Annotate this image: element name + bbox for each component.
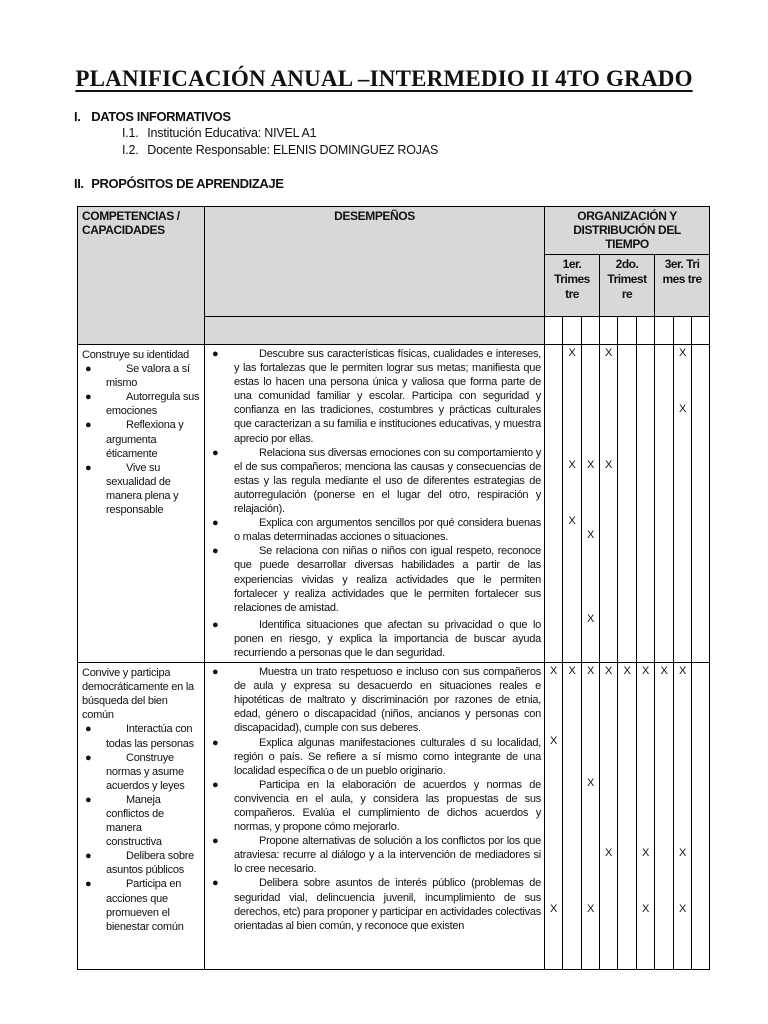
capacidad-item bbox=[82, 461, 200, 517]
bullet-icon: ● bbox=[85, 793, 92, 806]
section-heading-datos bbox=[74, 109, 231, 124]
capacidad-item bbox=[82, 362, 200, 390]
desempeno-text: Muestra un trato respetuoso e incluso con sus compañeros de aula y expresa su desacuerdo en situaciones reales e hipotéticas de maltrato y discriminación por razones de etnia, edad, género o discapacidad (niños, ancianos y personas con discapacidad), cumple con sus deberes. bbox=[234, 666, 541, 735]
x-mark: X bbox=[549, 665, 558, 678]
x-mark: X bbox=[678, 903, 687, 916]
desempeno-item bbox=[209, 516, 541, 544]
info-item-number: I.2. bbox=[122, 143, 139, 157]
desempeno-text: Delibera sobre asuntos de interés público (problemas de seguridad vial, delincuencia juvenil, incumplimiento de sus derechos, etc) para proponer y participar en actividades colectivas orientadas al bien común, y reconoce que existen bbox=[234, 877, 541, 932]
header-trimestre-3: 3er. Tri mes tre bbox=[655, 255, 710, 317]
x-mark: X bbox=[678, 665, 687, 678]
desempeno-item bbox=[209, 778, 541, 834]
info-item-number: I.1. bbox=[122, 126, 139, 140]
x-mark: X bbox=[549, 735, 558, 748]
desempeno-text: Descubre sus características físicas, cualidades e intereses, y las fortalezas que le permiten lograr sus metas; manifiesta que estas lo hacen una persona única y valiosa que forma parte de una comunidad familiar y escolar. Participa con seguridad y confianza en las tradiciones, costumbres y prácticas culturales que caracterizan a su familia e instituciones educativas, y muestra aprecio por ellas. bbox=[234, 348, 541, 445]
desempenos-cell bbox=[205, 663, 545, 970]
capacidad-text: Vive su sexualidad de manera plena y responsable bbox=[106, 461, 179, 517]
bullet-icon: ● bbox=[85, 363, 92, 376]
competencia-cell bbox=[78, 663, 205, 970]
week-cell bbox=[618, 317, 637, 345]
info-item-institucion bbox=[122, 126, 316, 140]
header-desempenos: DESEMPEÑOS bbox=[205, 207, 545, 317]
bullet-icon: ● bbox=[212, 517, 219, 530]
week-column bbox=[582, 345, 600, 663]
week-column bbox=[655, 663, 674, 970]
section-number: I. bbox=[74, 109, 81, 124]
x-mark: X bbox=[604, 847, 613, 860]
planning-table bbox=[77, 206, 710, 970]
week-column bbox=[692, 663, 710, 970]
header-organizacion: ORGANIZACIÓN Y DISTRIBUCIÓN DEL TIEMPO bbox=[545, 207, 710, 255]
capacidad-item bbox=[82, 877, 200, 933]
section-number: II. bbox=[74, 176, 84, 191]
desempeno-text: Explica con argumentos sencillos por qué considera buenas o malas determinadas acciones o situaciones. bbox=[234, 517, 541, 544]
bullet-icon: ● bbox=[212, 835, 219, 848]
bullet-icon: ● bbox=[85, 391, 92, 404]
x-mark: X bbox=[641, 665, 650, 678]
bullet-icon: ● bbox=[212, 666, 219, 679]
bullet-icon: ● bbox=[212, 618, 219, 631]
week-cell bbox=[637, 317, 655, 345]
capacidad-text: Se valora a sí mismo bbox=[106, 363, 190, 390]
bullet-icon: ● bbox=[85, 723, 92, 736]
x-mark: X bbox=[604, 665, 613, 678]
capacidad-text: Reflexiona y argumenta éticamente bbox=[106, 419, 184, 460]
desempeno-text: Participa en la elaboración de acuerdos y normas de convivencia en el aula, y considera las propuestas de sus compañeros. Evalúa el cumplimiento de dichos acuerdos y normas, y propone cómo mejorarlo. bbox=[234, 778, 541, 834]
x-mark: X bbox=[586, 613, 595, 625]
desempeno-item bbox=[209, 736, 541, 778]
bullet-icon: ● bbox=[212, 877, 219, 890]
x-mark: X bbox=[678, 847, 687, 860]
desempeno-text: Propone alternativas de solución a los conflictos por los que atraviesa: recurre al diálogo y a la intervención de mediadores si lo cree necesario. bbox=[234, 835, 541, 876]
bullet-icon: ● bbox=[212, 545, 219, 558]
x-mark: X bbox=[604, 459, 613, 471]
x-mark: X bbox=[641, 847, 650, 860]
bullet-icon: ● bbox=[212, 778, 219, 791]
capacidad-text: Interactúa con todas las personas bbox=[106, 723, 194, 750]
bullet-icon: ● bbox=[85, 751, 92, 764]
x-mark: X bbox=[660, 665, 668, 678]
capacidad-item bbox=[82, 390, 200, 418]
week-cell bbox=[674, 317, 692, 345]
bullet-icon: ● bbox=[212, 736, 219, 749]
x-mark: X bbox=[586, 529, 595, 541]
table-row bbox=[78, 663, 710, 970]
bullet-icon: ● bbox=[212, 348, 219, 360]
week-cell bbox=[563, 317, 582, 345]
x-mark: X bbox=[549, 903, 558, 916]
x-mark: X bbox=[678, 403, 687, 415]
week-column bbox=[563, 663, 582, 970]
desempeno-item bbox=[209, 876, 541, 932]
week-column bbox=[618, 345, 637, 663]
capacidad-item bbox=[82, 793, 200, 849]
week-cell bbox=[600, 317, 618, 345]
desempeno-text: Se relaciona con niñas o niños con igual respeto, reconoce que puede desarrollar diversas habilidades a partir de las experiencias vividas y realiza actividades que le permiten fortalecer y realiza actividades que le permiten fortalecer sus relaciones de amistad. bbox=[234, 545, 541, 614]
capacidad-item bbox=[82, 418, 200, 460]
week-column bbox=[563, 345, 582, 663]
desempeno-item bbox=[209, 834, 541, 876]
capacidad-item bbox=[82, 849, 200, 877]
week-column bbox=[655, 345, 674, 663]
competencia-cell bbox=[78, 345, 205, 663]
section-heading-propositos bbox=[74, 176, 283, 191]
x-mark: X bbox=[604, 347, 613, 359]
bullet-icon: ● bbox=[85, 419, 92, 432]
bullet-icon: ● bbox=[212, 446, 219, 459]
week-column bbox=[637, 663, 655, 970]
header-trimestre-2: 2do. Trimest re bbox=[600, 255, 655, 317]
week-cell bbox=[545, 317, 563, 345]
week-column bbox=[600, 345, 618, 663]
capacidad-item bbox=[82, 751, 200, 793]
week-column bbox=[674, 345, 692, 663]
info-item-docente bbox=[122, 143, 438, 157]
capacidad-text: Delibera sobre asuntos públicos bbox=[106, 850, 195, 877]
x-mark: X bbox=[586, 459, 595, 471]
week-column bbox=[582, 663, 600, 970]
desempeno-item bbox=[209, 544, 541, 614]
bullet-icon: ● bbox=[85, 461, 92, 474]
bullet-icon: ● bbox=[85, 878, 92, 891]
header-trimestre-1: 1er. Trimes tre bbox=[545, 255, 600, 317]
desempeno-item bbox=[209, 347, 541, 446]
header-blank bbox=[205, 317, 545, 345]
x-mark: X bbox=[568, 515, 576, 527]
desempenos-cell bbox=[205, 345, 545, 663]
week-column bbox=[674, 663, 692, 970]
x-mark: X bbox=[568, 459, 576, 471]
week-column bbox=[692, 345, 710, 663]
desempeno-text: Explica algunas manifestaciones culturales d su localidad, región o país. Se refiere a sí mismo como integrante de una localidad específica o de un pueblo originario. bbox=[234, 736, 541, 777]
week-column bbox=[600, 663, 618, 970]
week-column bbox=[545, 663, 563, 970]
header-competencias: COMPETENCIAS / CAPACIDADES bbox=[78, 207, 205, 345]
capacidad-text: Participa en acciones que promueven el bienestar común bbox=[106, 878, 184, 933]
competencia-title: Convive y participa democráticamente en la búsqueda del bien común bbox=[82, 667, 194, 722]
competencia-title: Construye su identidad bbox=[82, 349, 190, 361]
section-heading-text: DATOS INFORMATIVOS bbox=[91, 109, 231, 124]
week-cell bbox=[692, 317, 710, 345]
x-mark: X bbox=[568, 665, 576, 678]
desempeno-item bbox=[209, 665, 541, 735]
info-item-text: Institución Educativa: NIVEL A1 bbox=[147, 126, 317, 140]
week-column bbox=[545, 345, 563, 663]
section-heading-text: PROPÓSITOS DE APRENDIZAJE bbox=[91, 176, 284, 191]
desempeno-text: Relaciona sus diversas emociones con su comportamiento y el de sus compañeros; menciona las causas y consecuencias de estas y las regula mediante el uso de diferentes estrategias de autorregulación (ponerse en el lugar del otro, respiración y relajación). bbox=[234, 446, 541, 516]
x-mark: X bbox=[678, 347, 687, 359]
bullet-icon: ● bbox=[85, 850, 92, 863]
capacidad-item bbox=[82, 722, 200, 750]
capacidad-text: Autorregula sus emociones bbox=[106, 391, 200, 418]
week-cell bbox=[655, 317, 674, 345]
week-cell bbox=[582, 317, 600, 345]
desempeno-item bbox=[209, 446, 541, 516]
x-mark: X bbox=[586, 903, 595, 916]
info-item-text: Docente Responsable: ELENIS DOMINGUEZ ROJAS bbox=[147, 143, 439, 157]
x-mark: X bbox=[568, 347, 576, 359]
week-column bbox=[637, 345, 655, 663]
x-mark: X bbox=[586, 665, 595, 678]
desempeno-text: Identifica situaciones que afectan su privacidad o que lo ponen en riesgo, y explica la importancia de buscar ayuda recurriendo a personas que le dan seguridad. bbox=[234, 618, 541, 659]
table-row bbox=[78, 345, 710, 663]
desempeno-item bbox=[209, 618, 541, 660]
capacidad-text: Maneja conflictos de manera constructiva bbox=[106, 793, 164, 849]
x-mark: X bbox=[586, 777, 595, 790]
week-column bbox=[618, 663, 637, 970]
x-mark: X bbox=[623, 665, 631, 678]
page-title: PLANIFICACIÓN ANUAL –INTERMEDIO II 4TO GRADO bbox=[75, 66, 693, 91]
capacidad-text: Construye normas y asume acuerdos y leyes bbox=[106, 751, 185, 792]
x-mark: X bbox=[641, 903, 650, 916]
